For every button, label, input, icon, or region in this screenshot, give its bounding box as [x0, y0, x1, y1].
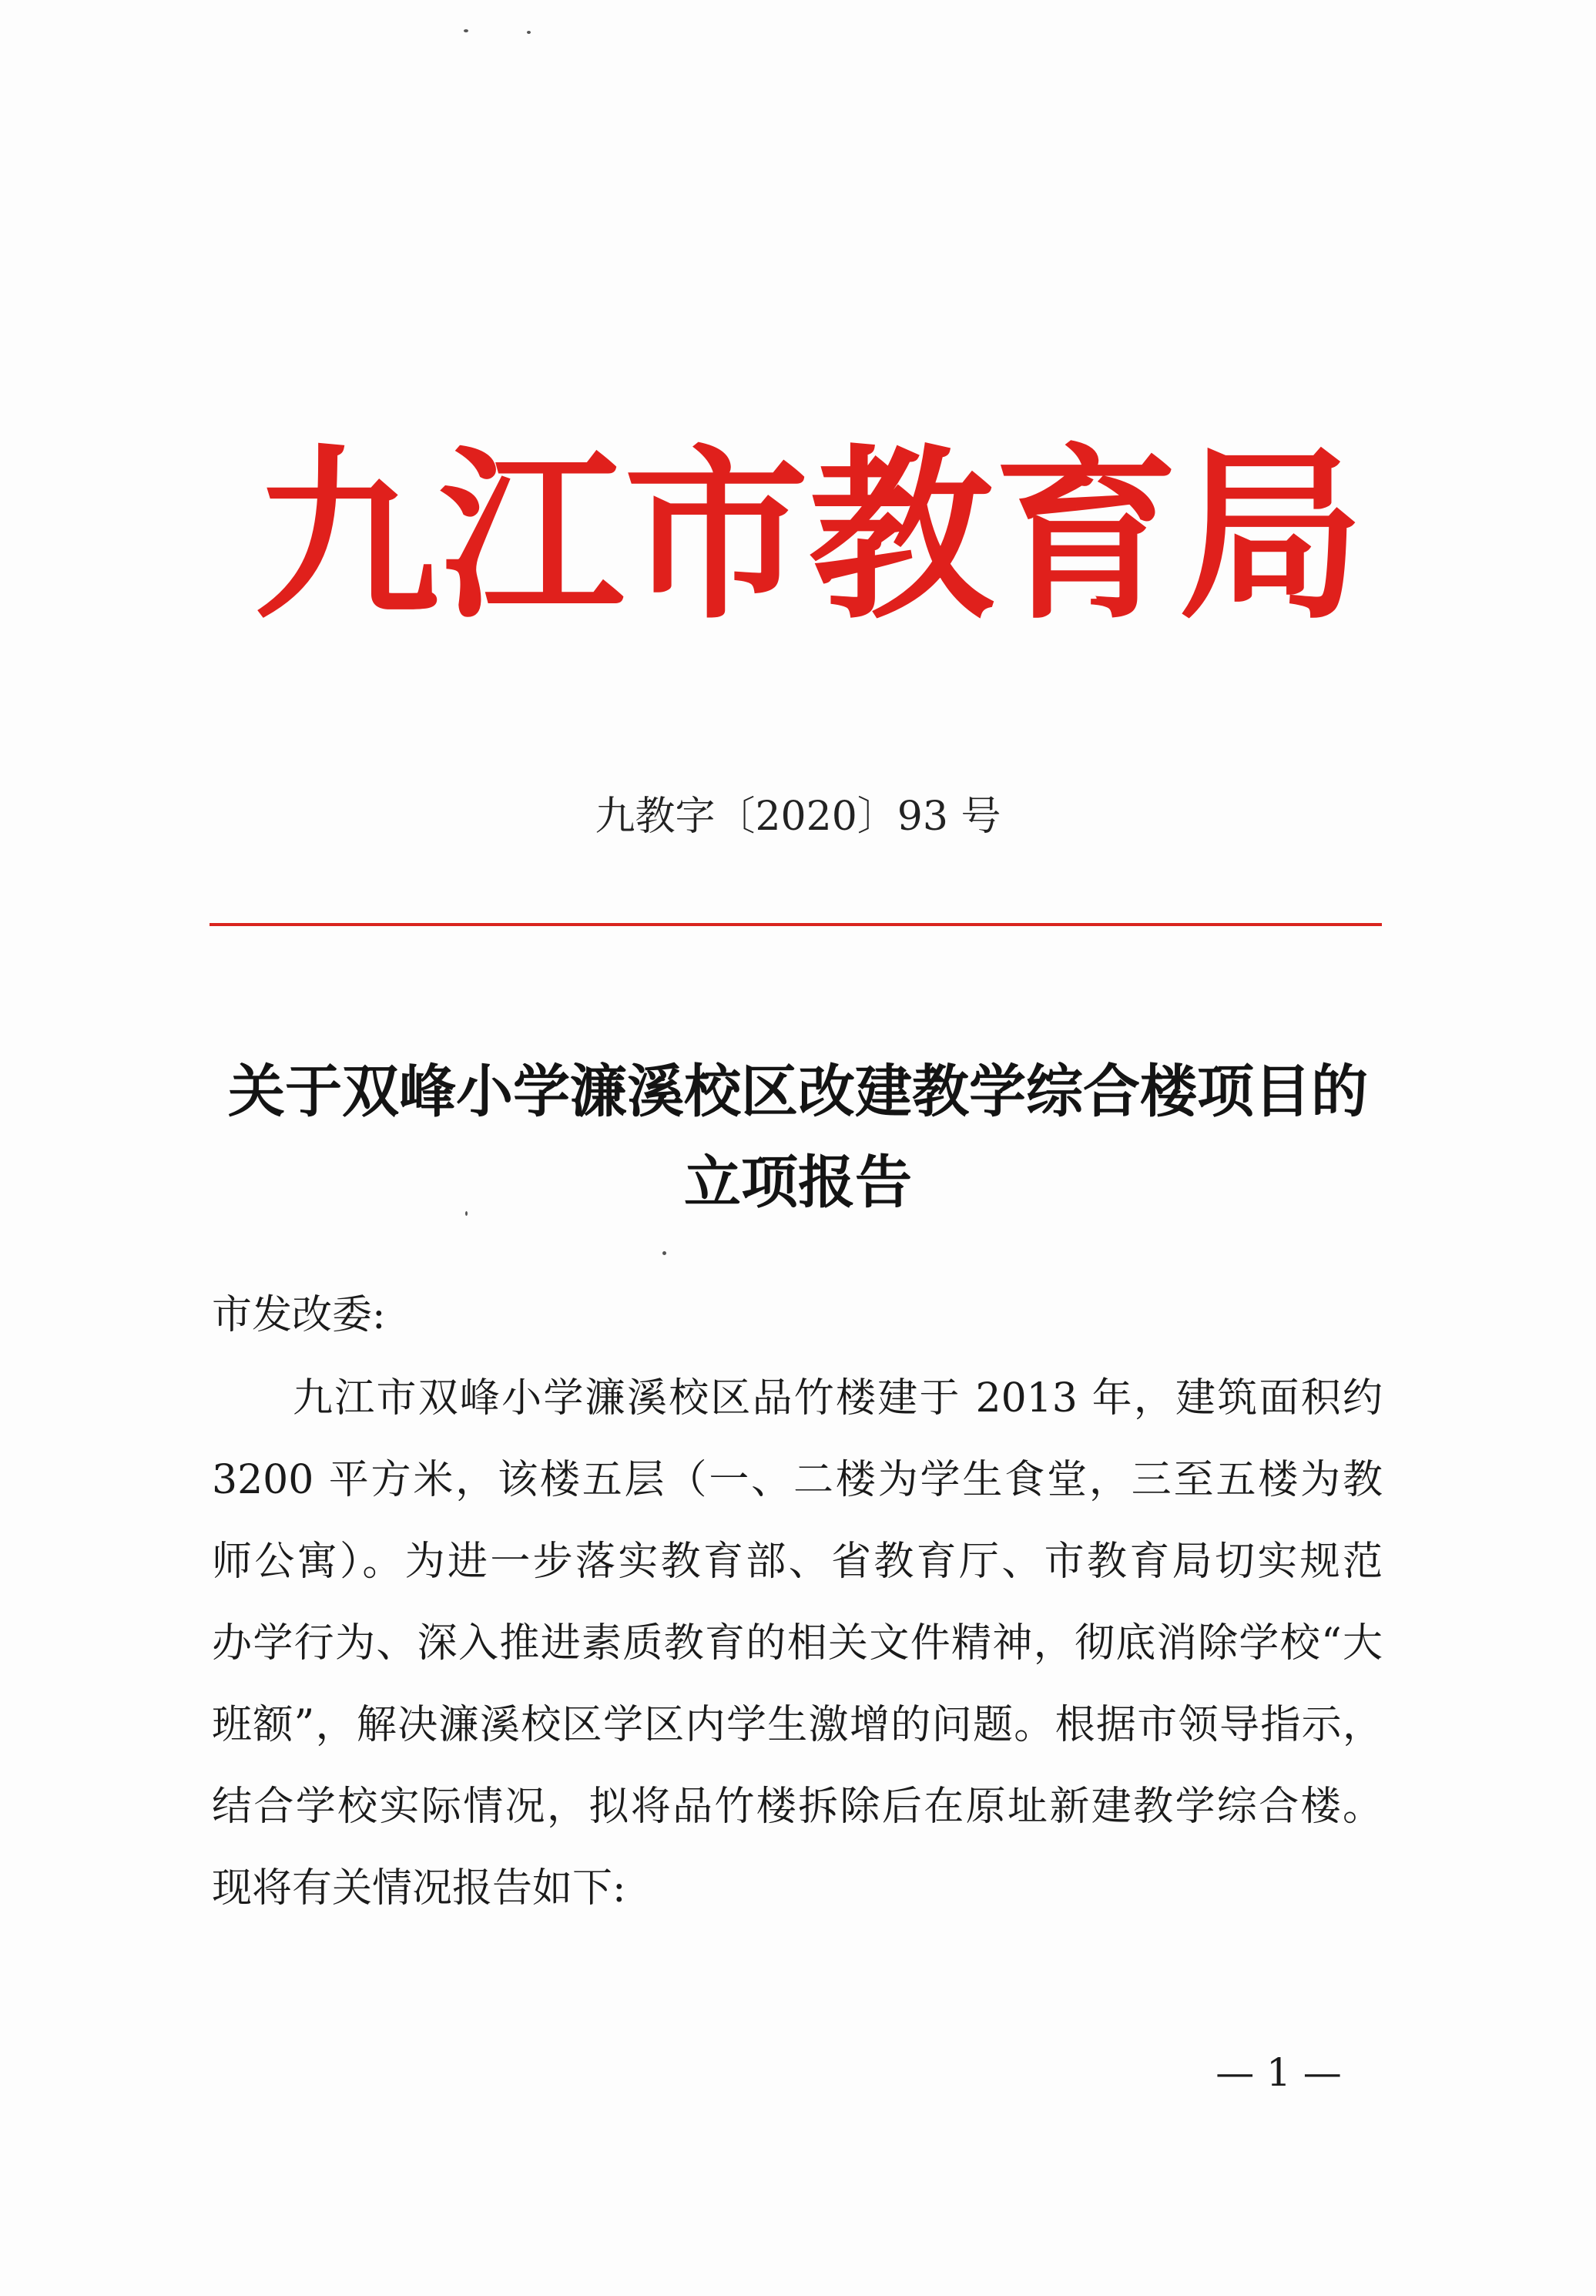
issuing-organization-title	[254, 427, 1364, 644]
org-title-char: 育	[994, 427, 1179, 644]
addressee: 市发改委:	[212, 1292, 386, 1338]
org-title-char: 市	[624, 427, 810, 644]
body-text-line: 师公寓）。为进一步落实教育部、省教育厅、市教育局切实规范	[212, 1539, 1383, 1585]
body-text-line: 现将有关情况报告如下:	[212, 1865, 626, 1912]
body-text-line: 结合学校实际情况，拟将品竹楼拆除后在原址新建教学综合楼。	[212, 1784, 1383, 1830]
org-title-char: 局	[1179, 427, 1364, 644]
scan-speck	[527, 31, 531, 34]
org-title-char: 九	[254, 427, 440, 644]
red-divider-line	[210, 923, 1382, 926]
body-text-line: 3200 平方米，该楼五层（一、二楼为学生食堂，三至五楼为教	[212, 1457, 1383, 1503]
document-title-line-2: 立项报告	[684, 1150, 912, 1216]
document-title-line-1: 关于双峰小学濂溪校区改建教学综合楼项目的	[228, 1059, 1368, 1125]
org-title-char: 江	[439, 427, 625, 644]
scan-speck	[464, 29, 468, 32]
body-text-line: 九江市双峰小学濂溪校区品竹楼建于 2013 年，建筑面积约	[293, 1375, 1383, 1422]
body-text-line: 办学行为、深入推进素质教育的相关文件精神，彻底消除学校“大	[212, 1620, 1383, 1667]
body-text-line: 班额”，解决濂溪校区学区内学生激增的问题。根据市领导指示，	[212, 1702, 1383, 1748]
page-number: — 1 —	[1215, 2050, 1342, 2095]
org-title-char: 教	[809, 427, 994, 644]
document-number: 九教字〔2020〕93 号	[595, 794, 1001, 840]
scan-speck	[662, 1251, 666, 1255]
